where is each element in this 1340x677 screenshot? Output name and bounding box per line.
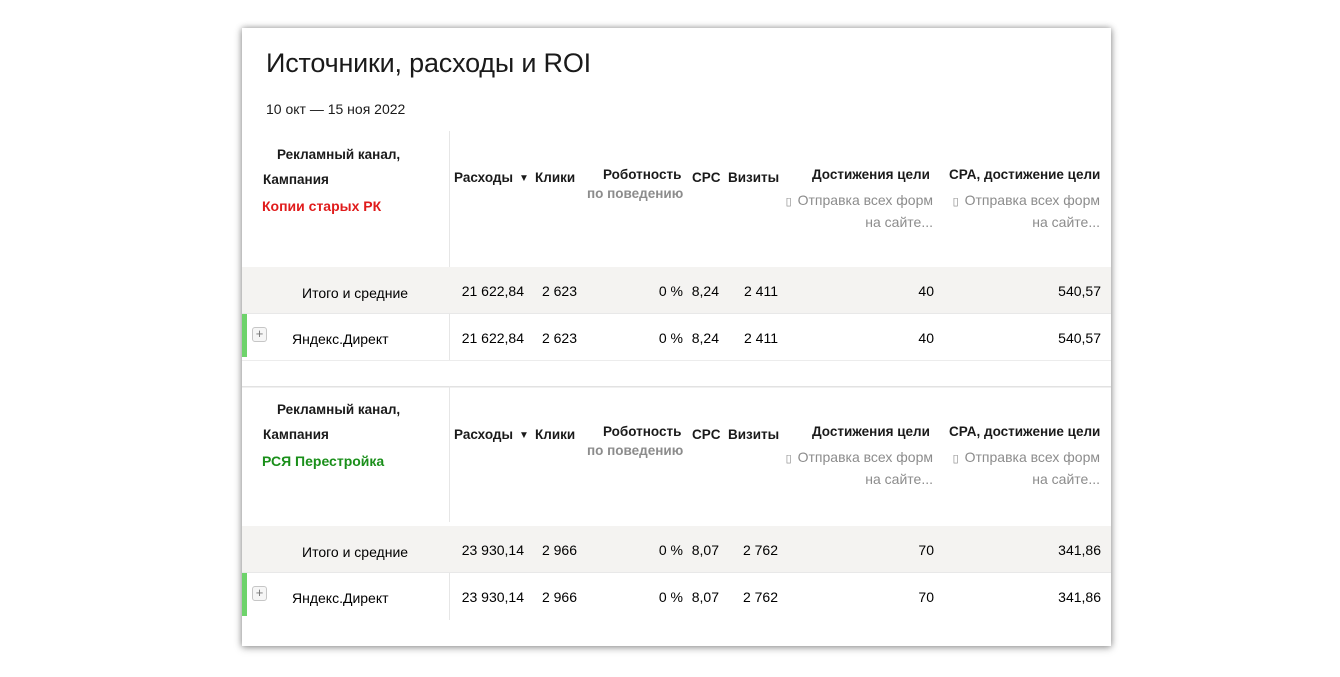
sort-desc-icon[interactable]: ▼	[519, 173, 529, 184]
segment-name: Копии старых РК	[262, 198, 382, 214]
cell-visits: 2 762	[742, 542, 778, 558]
segment-name: РСЯ Перестройка	[262, 453, 385, 469]
table-body	[242, 526, 1111, 620]
cell-cpc: 8,24	[691, 330, 719, 346]
header-robot[interactable]: Роботность	[603, 167, 682, 182]
header-cpa-sub[interactable]	[934, 449, 1100, 465]
plus-icon[interactable]: +	[252, 586, 267, 601]
cell-goal: 40	[918, 283, 934, 299]
header-campaign[interactable]: Кампания	[263, 427, 329, 442]
segment-table-2	[242, 386, 1111, 620]
row-accent-bar	[242, 314, 247, 357]
table-row[interactable]	[242, 573, 1111, 620]
cell-cpc: 8,24	[691, 283, 719, 299]
plus-icon[interactable]: +	[252, 327, 267, 342]
filter-icon: ▯	[785, 453, 792, 465]
header-cpc[interactable]: CPC	[692, 427, 721, 442]
header-robot-sub: по поведению	[587, 186, 684, 201]
report-title: Источники, расходы и ROI	[266, 48, 591, 78]
goal-filter-label: Отправка всех форм	[797, 192, 933, 208]
totals-label: Итого и средние	[302, 544, 409, 560]
report-card	[242, 28, 1111, 646]
header-goal[interactable]: Достижения цели	[812, 424, 930, 439]
totals-row	[242, 267, 1111, 314]
cpa-filter-label: Отправка всех форм	[964, 192, 1100, 208]
row-label[interactable]: Яндекс.Директ	[292, 590, 389, 606]
table-header	[242, 386, 1111, 522]
header-cost-label: Расходы	[454, 427, 514, 442]
header-clicks[interactable]: Клики	[535, 427, 576, 442]
row-label[interactable]: Яндекс.Директ	[292, 331, 389, 347]
cell-cpa: 540,57	[1058, 283, 1101, 299]
header-goal-sub[interactable]	[778, 192, 933, 208]
cell-visits: 2 411	[744, 330, 778, 346]
header-goal-sub2: на сайте...	[865, 471, 933, 487]
header-clicks[interactable]: Клики	[535, 170, 576, 185]
cell-clicks: 2 966	[541, 542, 577, 558]
header-robot[interactable]: Роботность	[603, 424, 682, 439]
cell-cost: 21 622,84	[461, 330, 524, 346]
header-cost-label: Расходы	[454, 170, 514, 185]
column-divider	[449, 131, 450, 267]
header-goal-sub[interactable]	[778, 449, 933, 465]
table-body	[242, 267, 1111, 387]
table-row[interactable]	[242, 314, 1111, 361]
header-visits[interactable]: Визиты	[728, 170, 780, 185]
cell-robot: 0 %	[658, 283, 683, 299]
cell-visits: 2 762	[742, 589, 778, 605]
header-goal[interactable]: Достижения цели	[812, 167, 930, 182]
sort-desc-icon[interactable]: ▼	[519, 430, 529, 441]
cell-cost: 21 622,84	[461, 283, 524, 299]
header-goal-sub2: на сайте...	[865, 214, 933, 230]
totals-label: Итого и средние	[302, 285, 409, 301]
header-cpa-sub2: на сайте...	[1032, 471, 1100, 487]
cell-goal: 70	[918, 542, 934, 558]
header-channel[interactable]: Рекламный канал,	[277, 147, 401, 162]
cell-robot: 0 %	[658, 330, 683, 346]
cell-visits: 2 411	[744, 283, 778, 299]
cell-goal: 40	[918, 330, 934, 346]
filter-icon: ▯	[952, 196, 959, 208]
cell-cpa: 341,86	[1058, 589, 1101, 605]
column-divider	[449, 386, 450, 522]
cpa-filter-label: Отправка всех форм	[964, 449, 1100, 465]
cell-robot: 0 %	[658, 589, 683, 605]
header-cpa-sub2: на сайте...	[1032, 214, 1100, 230]
cell-cost: 23 930,14	[461, 589, 524, 605]
cell-cpa: 341,86	[1058, 542, 1101, 558]
row-accent-bar	[242, 573, 247, 616]
segment-table-1	[242, 131, 1111, 387]
header-cpc[interactable]: CPC	[692, 170, 721, 185]
cell-cpc: 8,07	[691, 542, 719, 558]
cell-robot: 0 %	[658, 542, 683, 558]
cell-clicks: 2 623	[541, 330, 577, 346]
table-header	[242, 131, 1111, 267]
header-robot-sub: по поведению	[587, 443, 684, 458]
cell-cost: 23 930,14	[461, 542, 524, 558]
cell-goal: 70	[918, 589, 934, 605]
cell-cpa: 540,57	[1058, 330, 1101, 346]
header-visits[interactable]: Визиты	[728, 427, 780, 442]
header-channel[interactable]: Рекламный канал,	[277, 402, 401, 417]
cell-clicks: 2 966	[541, 589, 577, 605]
header-cost[interactable]	[454, 170, 529, 185]
header-cpa-sub[interactable]	[934, 192, 1100, 208]
filter-icon: ▯	[785, 196, 792, 208]
header-cpa[interactable]: CPA, достижение цели	[949, 167, 1101, 182]
date-range[interactable]: 10 окт — 15 ноя 2022	[266, 101, 406, 117]
goal-filter-label: Отправка всех форм	[797, 449, 933, 465]
header-campaign[interactable]: Кампания	[263, 172, 329, 187]
header-cost[interactable]	[454, 427, 529, 442]
cell-clicks: 2 623	[541, 283, 577, 299]
totals-row	[242, 526, 1111, 573]
filter-icon: ▯	[952, 453, 959, 465]
block-separator	[242, 361, 1111, 387]
cell-cpc: 8,07	[691, 589, 719, 605]
header-cpa[interactable]: CPA, достижение цели	[949, 424, 1101, 439]
